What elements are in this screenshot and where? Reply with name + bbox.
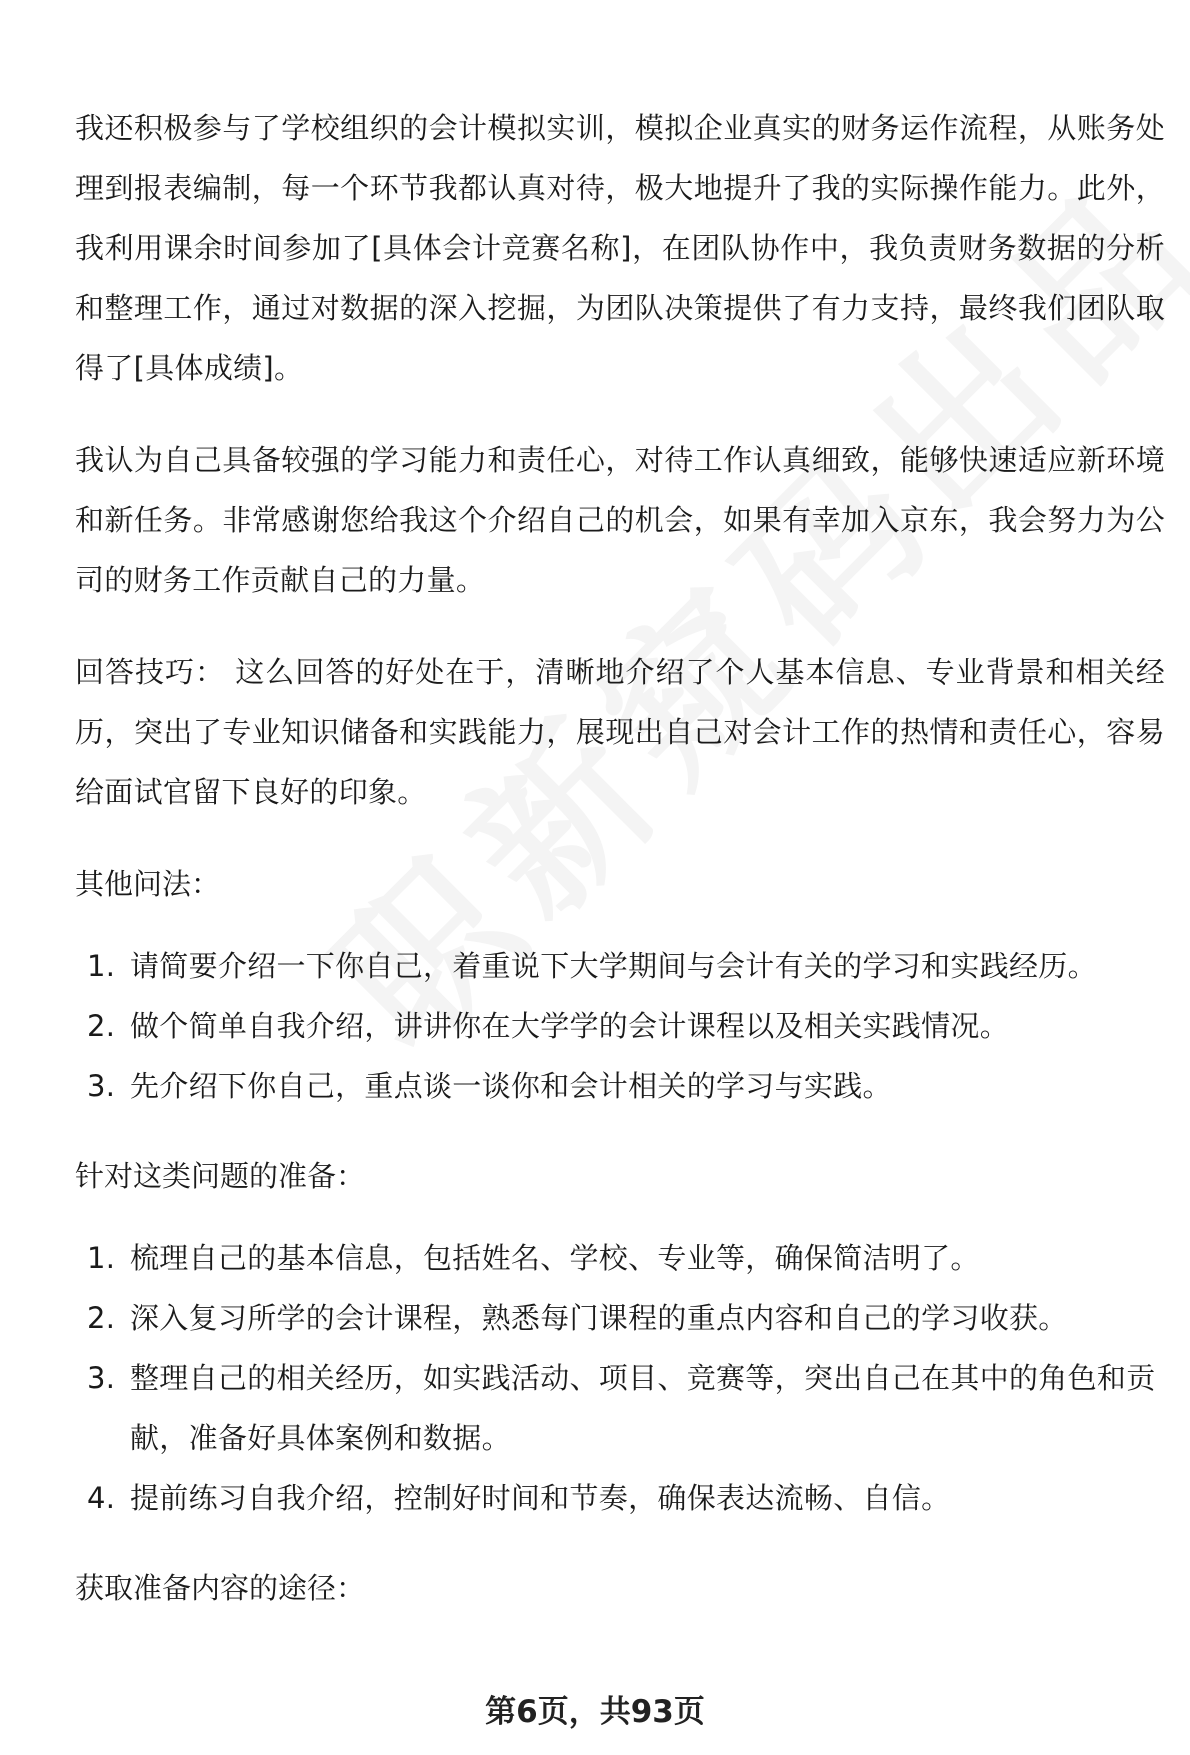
paragraph-answer-tips: 回答技巧： 这么回答的好处在于，清晰地介绍了个人基本信息、专业背景和相关经历，突出了专业知识储备和实践能力，展现出自己对会计工作的热情和责任心，容易给面试官留下良好的印象。: [75, 655, 1165, 809]
heading-sources: 获取准备内容的途径：: [75, 1571, 366, 1605]
page-number: 第6页，共93页: [485, 1694, 705, 1730]
list-number: 4.: [87, 1481, 116, 1515]
heading-other-questions: 其他问法：: [75, 867, 221, 901]
list-item: [75, 936, 1165, 996]
list-text: 梳理自己的基本信息，包括姓名、学校、专业等，确保简洁明了。: [130, 1241, 980, 1275]
paragraph-practice-experience: 我还积极参与了学校组织的会计模拟实训，模拟企业真实的财务运作流程，从账务处理到报表编制，每一个环节我都认真对待，极大地提升了我的实际操作能力。此外，我利用课余时间参加了[具体会计竞赛名称]，在团队协作中，我负责财务数据的分析和整理工作，通过对数据的深入挖掘，为团队决策提供了有力支持，最终我们团队取得了[具体成绩]。: [75, 111, 1165, 385]
list-text: 做个简单自我介绍，讲讲你在大学学的会计课程以及相关实践情况。: [130, 1009, 1010, 1043]
list-item: [75, 1468, 1165, 1528]
list-item: [75, 1056, 1165, 1116]
list-text: 先介绍下你自己，重点谈一谈你和会计相关的学习与实践。: [130, 1069, 892, 1103]
list-number: 3.: [87, 1361, 116, 1395]
list-number: 1.: [87, 949, 116, 983]
list-item: [75, 1228, 1165, 1288]
paragraph-self-assessment: 我认为自己具备较强的学习能力和责任心，对待工作认真细致，能够快速适应新环境和新任务。非常感谢您给我这个介绍自己的机会，如果有幸加入京东，我会努力为公司的财务工作贡献自己的力量。: [75, 443, 1165, 597]
list-text: 提前练习自我介绍，控制好时间和节奏，确保表达流畅、自信。: [130, 1481, 951, 1515]
list-text: 请简要介绍一下你自己，着重说下大学期间与会计有关的学习和实践经历。: [130, 949, 1097, 983]
list-item: [75, 1288, 1165, 1348]
list-text: 深入复习所学的会计课程，熟悉每门课程的重点内容和自己的学习收获。: [130, 1301, 1068, 1335]
list-number: 2.: [87, 1301, 116, 1335]
other-questions-list: [75, 936, 1165, 1116]
list-number: 2.: [87, 1009, 116, 1043]
list-item: [75, 996, 1165, 1056]
preparation-list: [75, 1228, 1165, 1528]
page-content: [75, 98, 1165, 1640]
list-number: 3.: [87, 1069, 116, 1103]
list-number: 1.: [87, 1241, 116, 1275]
list-text: 整理自己的相关经历，如实践活动、项目、竞赛等，突出自己在其中的角色和贡献，准备好具体案例和数据。: [130, 1361, 1156, 1455]
heading-preparation: 针对这类问题的准备：: [75, 1159, 366, 1193]
list-item: [75, 1348, 1165, 1468]
